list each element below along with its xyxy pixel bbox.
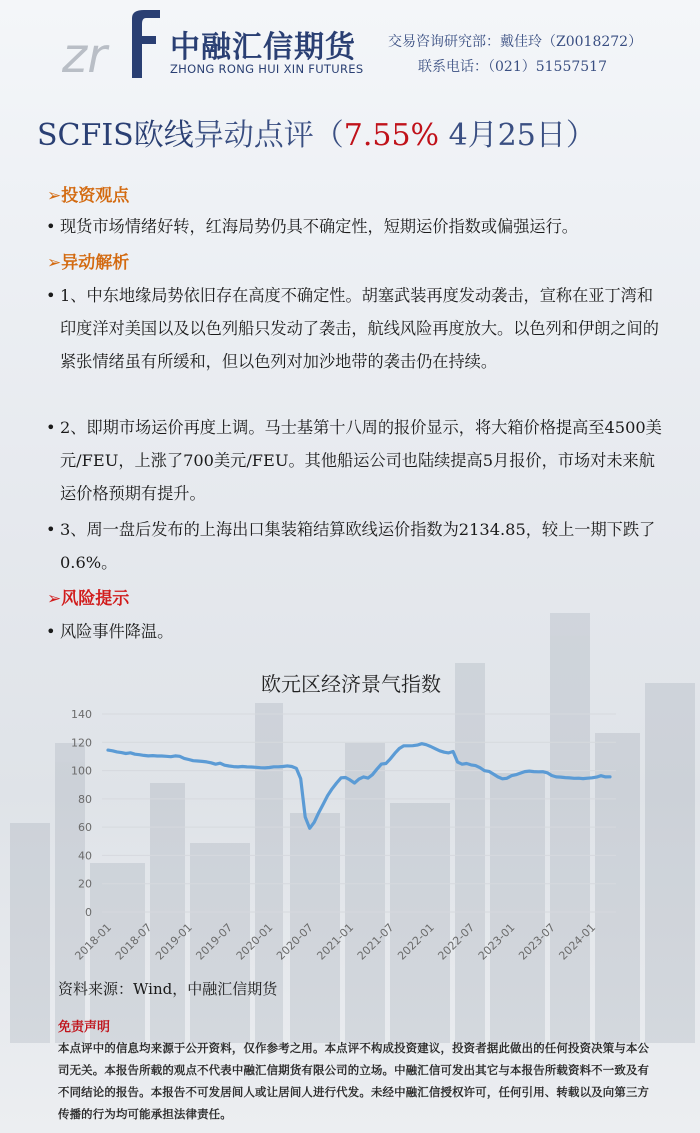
x-tick-label: 2018-07 xyxy=(112,920,155,963)
arrow-bullet-icon: ➢ xyxy=(47,186,62,206)
chart-title: 欧元区经济景气指数 xyxy=(261,672,441,696)
bullet-icon: • xyxy=(46,520,56,539)
series-line xyxy=(108,744,610,829)
contact-info xyxy=(388,30,642,80)
y-tick-label: 20 xyxy=(78,877,92,891)
view-paragraph: • 现货市场情绪好转，红海局势仍具不确定性，短期运价指数或偏强运行。 xyxy=(46,210,666,243)
y-tick-label: 140 xyxy=(71,708,92,721)
company-name-cn: 中融汇信期货 xyxy=(170,30,356,65)
section-head-risk: ➢风险提示 xyxy=(47,589,130,609)
x-tick-label: 2024-01 xyxy=(556,920,599,963)
bullet-icon: • xyxy=(46,217,56,236)
phone-line: 联系电话：（021）51557517 xyxy=(418,59,607,75)
arrow-bullet-icon: ➢ xyxy=(47,253,62,273)
x-tick-label: 2021-01 xyxy=(314,920,357,963)
line-chart xyxy=(56,660,646,970)
x-tick-label: 2019-07 xyxy=(193,920,236,963)
y-tick-label: 100 xyxy=(71,764,92,778)
arrow-bullet-icon: ➢ xyxy=(47,589,62,609)
x-tick-label: 2022-07 xyxy=(435,920,478,963)
title-middle: 异动点评（ xyxy=(193,118,344,153)
section-head-analysis: ➢异动解析 xyxy=(47,253,130,273)
bullet-icon: • xyxy=(46,418,56,437)
header xyxy=(0,0,700,95)
x-tick-label: 2020-01 xyxy=(233,920,276,963)
y-tick-label: 120 xyxy=(71,736,92,750)
bullet-icon: • xyxy=(46,622,56,641)
disclaimer-title: 免责声明 xyxy=(58,1020,111,1035)
x-tick-label: 2021-07 xyxy=(354,920,397,963)
company-logo-icon xyxy=(62,10,162,80)
bullet-icon: • xyxy=(46,286,56,305)
risk-paragraph: • 风险事件降温。 xyxy=(46,615,666,648)
x-tick-label: 2019-01 xyxy=(153,920,195,963)
title-prefix: SCFIS欧线 xyxy=(37,118,194,153)
chart-container xyxy=(56,660,646,970)
analysis-item-2: • 2、即期市场运价再度上调。马士基第十八周的报价显示，将大箱价格提高至4500美元/FEU，上涨了700美元/FEU。其他船运公司也陆续提高5月报价，市场对未来航运价格预期有提升。 xyxy=(46,411,666,510)
analyst-line: 交易咨询研究部：戴佳玲（Z0018272） xyxy=(388,34,643,50)
disclaimer-body: 本点评中的信息均来源于公开资料，仅作参考之用。本点评不构成投资建议，投资者据此做出的任何投资决策与本公司无关。本报告所载的观点不代表中融汇信期货有限公司的立场。中融汇信可发出其它与本报告所载资料不一致及有不同结论的报告。本报告不可发居间人或让居间人进行代发。未经中融汇信授权许可，任何引用、转载以及向第三方传播的行为均可能承担法律责任。 xyxy=(58,1041,650,1121)
analysis-item-3: • 3、周一盘后发布的上海出口集装箱结算欧线运价指数为2134.85，较上一期下跌了0.6%。 xyxy=(46,513,666,579)
section-head-view: ➢投资观点 xyxy=(47,186,130,206)
page-title xyxy=(37,110,596,154)
y-tick-label: 60 xyxy=(78,821,92,835)
analysis-item-1: • 1、中东地缘局势依旧存在高度不确定性。胡塞武装再度发动袭击，宣称在亚丁湾和印度洋对美国以及以色列船只发动了袭击，航线风险再度放大。以色列和伊朗之间的紧张情绪虽有所缓和，但以色列对加沙地带的袭击仍在持续。 xyxy=(46,279,666,378)
svg-text:zr: zr xyxy=(62,28,107,80)
y-tick-label: 0 xyxy=(85,906,92,919)
x-tick-label: 2018-01 xyxy=(72,920,115,963)
x-tick-label: 2023-07 xyxy=(516,920,558,963)
y-tick-label: 80 xyxy=(78,792,92,806)
title-date: 4月25日） xyxy=(439,118,596,153)
data-source: 资料来源：Wind，中融汇信期货 xyxy=(58,980,278,998)
x-tick-label: 2022-01 xyxy=(395,920,437,963)
company-name-en: ZHONG RONG HUI XIN FUTURES xyxy=(170,62,364,76)
x-tick-label: 2023-01 xyxy=(475,920,518,963)
x-tick-label: 2020-07 xyxy=(274,920,316,963)
y-tick-label: 40 xyxy=(78,849,92,863)
title-change: 7.55% xyxy=(343,118,440,153)
